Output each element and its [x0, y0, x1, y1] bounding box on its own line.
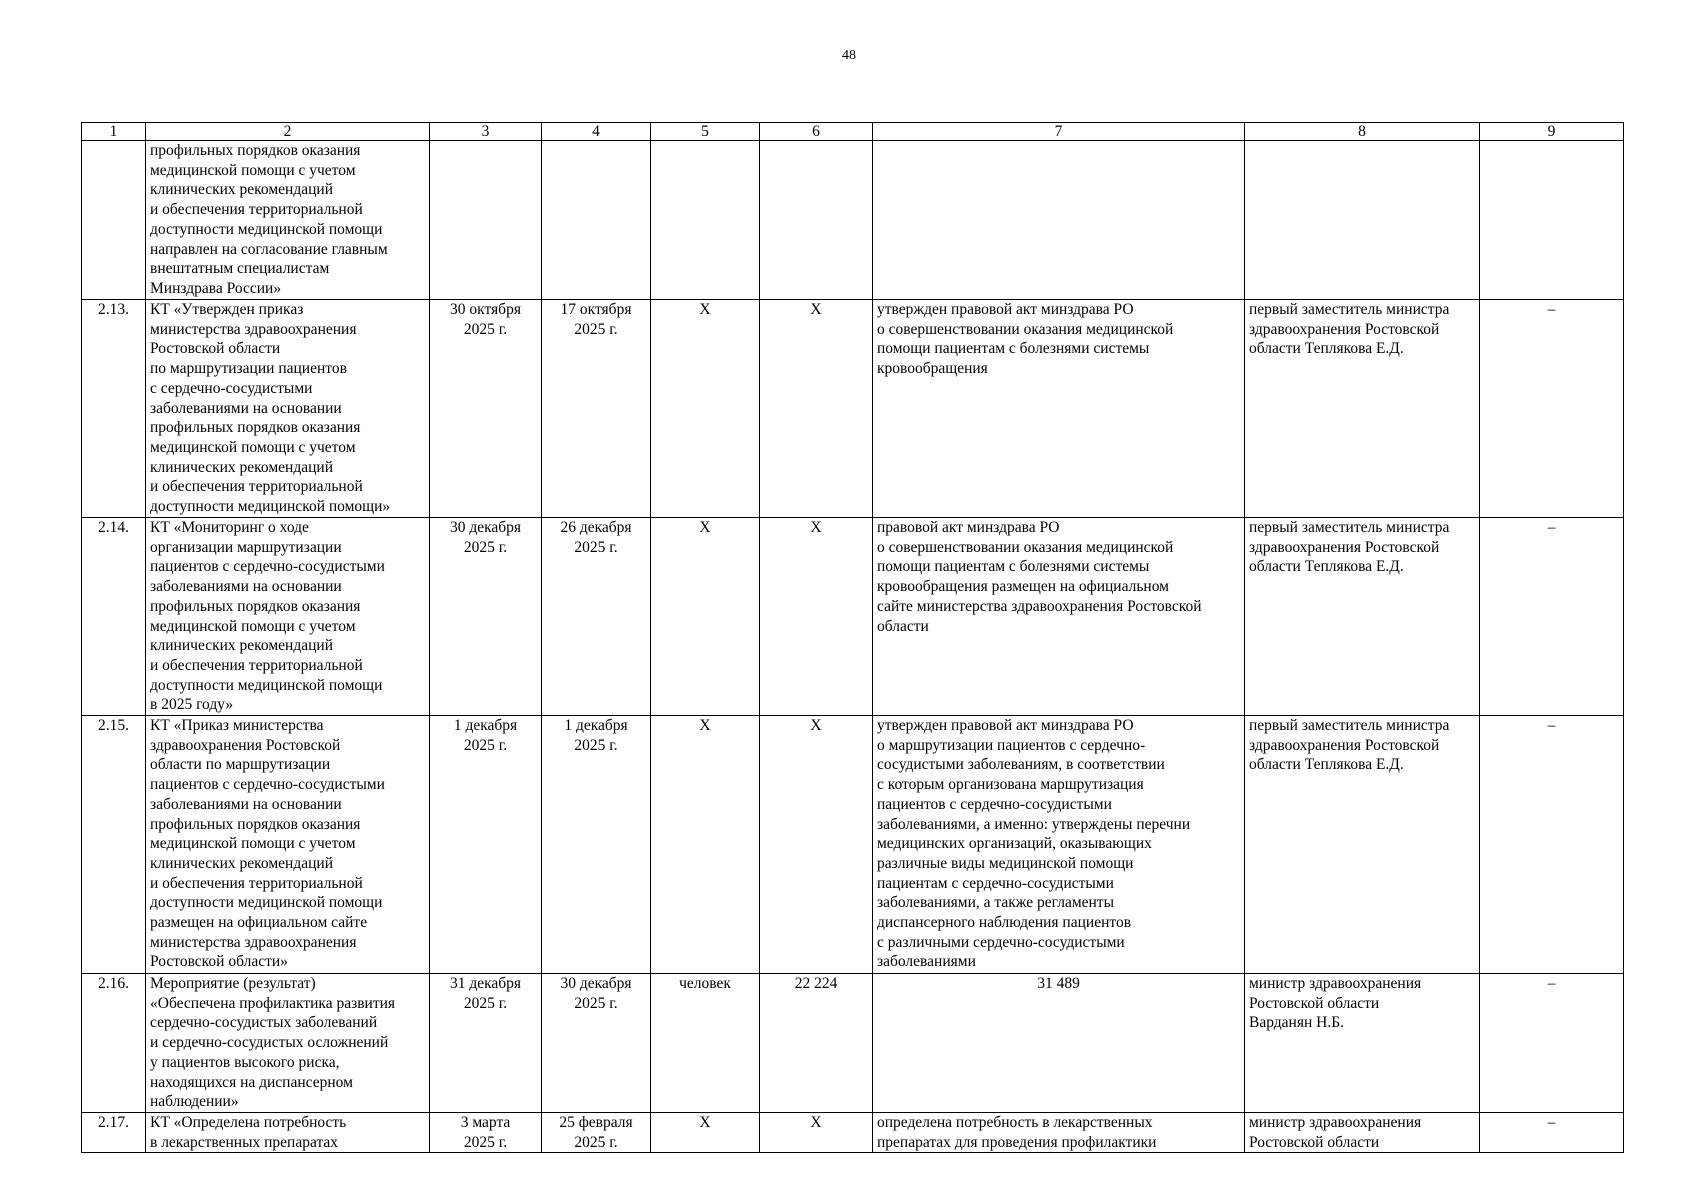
item-name: КТ «Мониторинг о ходе организации маршрутизации пациентов с сердечно-сосудистыми заболеваниями на основании профильных порядков оказания медицинской помощи с учетом клинических рекомендаций и обеспечения территориальной доступности медицинской помощи в 2025 году» — [146, 518, 430, 716]
row-number: 2.15. — [82, 716, 146, 974]
note: – — [1480, 300, 1624, 518]
base-value: Х — [760, 518, 873, 716]
result-description: 31 489 — [873, 974, 1245, 1113]
note: – — [1480, 716, 1624, 974]
unit — [651, 141, 760, 300]
base-value — [760, 141, 873, 300]
item-name: КТ «Приказ министерства здравоохранения Ростовской области по маршрутизации пациентов с сердечно-сосудистыми заболеваниями на основании профильных порядков оказания медицинской помощи с учетом клинических рекомендаций и обеспечения территориальной доступности медицинской помощи размещен на официальном сайте министерства здравоохранения Ростовской области» — [146, 716, 430, 974]
note: – — [1480, 974, 1624, 1113]
unit: Х — [651, 1112, 760, 1152]
end-date: 30 декабря 2025 г. — [542, 974, 651, 1113]
start-date: 1 декабря 2025 г. — [430, 716, 542, 974]
end-date: 26 декабря 2025 г. — [542, 518, 651, 716]
start-date: 31 декабря 2025 г. — [430, 974, 542, 1113]
plan-table — [81, 122, 1624, 1153]
end-date: 25 февраля 2025 г. — [542, 1112, 651, 1152]
page-number: 48 — [842, 48, 856, 63]
table-row — [82, 141, 1624, 300]
responsible-person: первый заместитель министра здравоохранения Ростовской области Теплякова Е.Д. — [1245, 716, 1480, 974]
row-number: 2.16. — [82, 974, 146, 1113]
column-header: 7 — [873, 123, 1245, 141]
row-number: 2.13. — [82, 300, 146, 518]
start-date — [430, 141, 542, 300]
row-number — [82, 141, 146, 300]
end-date: 1 декабря 2025 г. — [542, 716, 651, 974]
row-number: 2.14. — [82, 518, 146, 716]
unit: Х — [651, 518, 760, 716]
result-description: определена потребность в лекарственных препаратах для проведения профилактики — [873, 1112, 1245, 1152]
result-description: утвержден правовой акт минздрава РО о маршрутизации пациентов с сердечно- сосудистыми заболеваниям, в соответствии с которым организована маршрутизация пациентов с сердечно-сосудистыми заболеваниями, а именно: утверждены перечни медицинских организаций, оказывающих различные виды медицинской помощи пациентам с сердечно-сосудистыми заболеваниями, а также регламенты диспансерного наблюдения пациентов с различными сердечно-сосудистыми заболеваниями — [873, 716, 1245, 974]
item-name: профильных порядков оказания медицинской помощи с учетом клинических рекомендаций и обеспечения территориальной доступности медицинской помощи направлен на согласование главным внештатным специалистам Минздрава России» — [146, 141, 430, 300]
result-description — [873, 141, 1245, 300]
table-row — [82, 974, 1624, 1113]
column-header: 2 — [146, 123, 430, 141]
column-header: 8 — [1245, 123, 1480, 141]
table-row — [82, 1112, 1624, 1152]
result-description: утвержден правовой акт минздрава РО о совершенствовании оказания медицинской помощи пациентам с болезнями системы кровообращения — [873, 300, 1245, 518]
start-date: 3 марта 2025 г. — [430, 1112, 542, 1152]
responsible-person: первый заместитель министра здравоохранения Ростовской области Теплякова Е.Д. — [1245, 300, 1480, 518]
responsible-person — [1245, 141, 1480, 300]
base-value: Х — [760, 300, 873, 518]
unit: Х — [651, 300, 760, 518]
responsible-person: министр здравоохранения Ростовской области — [1245, 1112, 1480, 1152]
column-header: 3 — [430, 123, 542, 141]
column-header: 5 — [651, 123, 760, 141]
table-row — [82, 716, 1624, 974]
table-row — [82, 518, 1624, 716]
header-row — [82, 123, 1624, 141]
start-date: 30 декабря 2025 г. — [430, 518, 542, 716]
note: – — [1480, 518, 1624, 716]
end-date: 17 октября 2025 г. — [542, 300, 651, 518]
result-description: правовой акт минздрава РО о совершенствовании оказания медицинской помощи пациентам с болезнями системы кровообращения размещен на официальном сайте министерства здравоохранения Ростовской области — [873, 518, 1245, 716]
column-header: 9 — [1480, 123, 1624, 141]
column-header: 6 — [760, 123, 873, 141]
base-value: Х — [760, 1112, 873, 1152]
item-name: КТ «Утвержден приказ министерства здравоохранения Ростовской области по маршрутизации пациентов с сердечно-сосудистыми заболеваниями на основании профильных порядков оказания медицинской помощи с учетом клинических рекомендаций и обеспечения территориальной доступности медицинской помощи» — [146, 300, 430, 518]
base-value: Х — [760, 716, 873, 974]
unit: человек — [651, 974, 760, 1113]
note — [1480, 141, 1624, 300]
item-name: Мероприятие (результат) «Обеспечена профилактика развития сердечно-сосудистых заболеваний и сердечно-сосудистых осложнений у пациентов высокого риска, находящихся на диспансерном наблюдении» — [146, 974, 430, 1113]
responsible-person: первый заместитель министра здравоохранения Ростовской области Теплякова Е.Д. — [1245, 518, 1480, 716]
column-header: 4 — [542, 123, 651, 141]
start-date: 30 октября 2025 г. — [430, 300, 542, 518]
note: – — [1480, 1112, 1624, 1152]
unit: Х — [651, 716, 760, 974]
column-header: 1 — [82, 123, 146, 141]
table-row — [82, 300, 1624, 518]
responsible-person: министр здравоохранения Ростовской области Варданян Н.Б. — [1245, 974, 1480, 1113]
row-number: 2.17. — [82, 1112, 146, 1152]
item-name: КТ «Определена потребность в лекарственных препаратах — [146, 1112, 430, 1152]
base-value: 22 224 — [760, 974, 873, 1113]
end-date — [542, 141, 651, 300]
